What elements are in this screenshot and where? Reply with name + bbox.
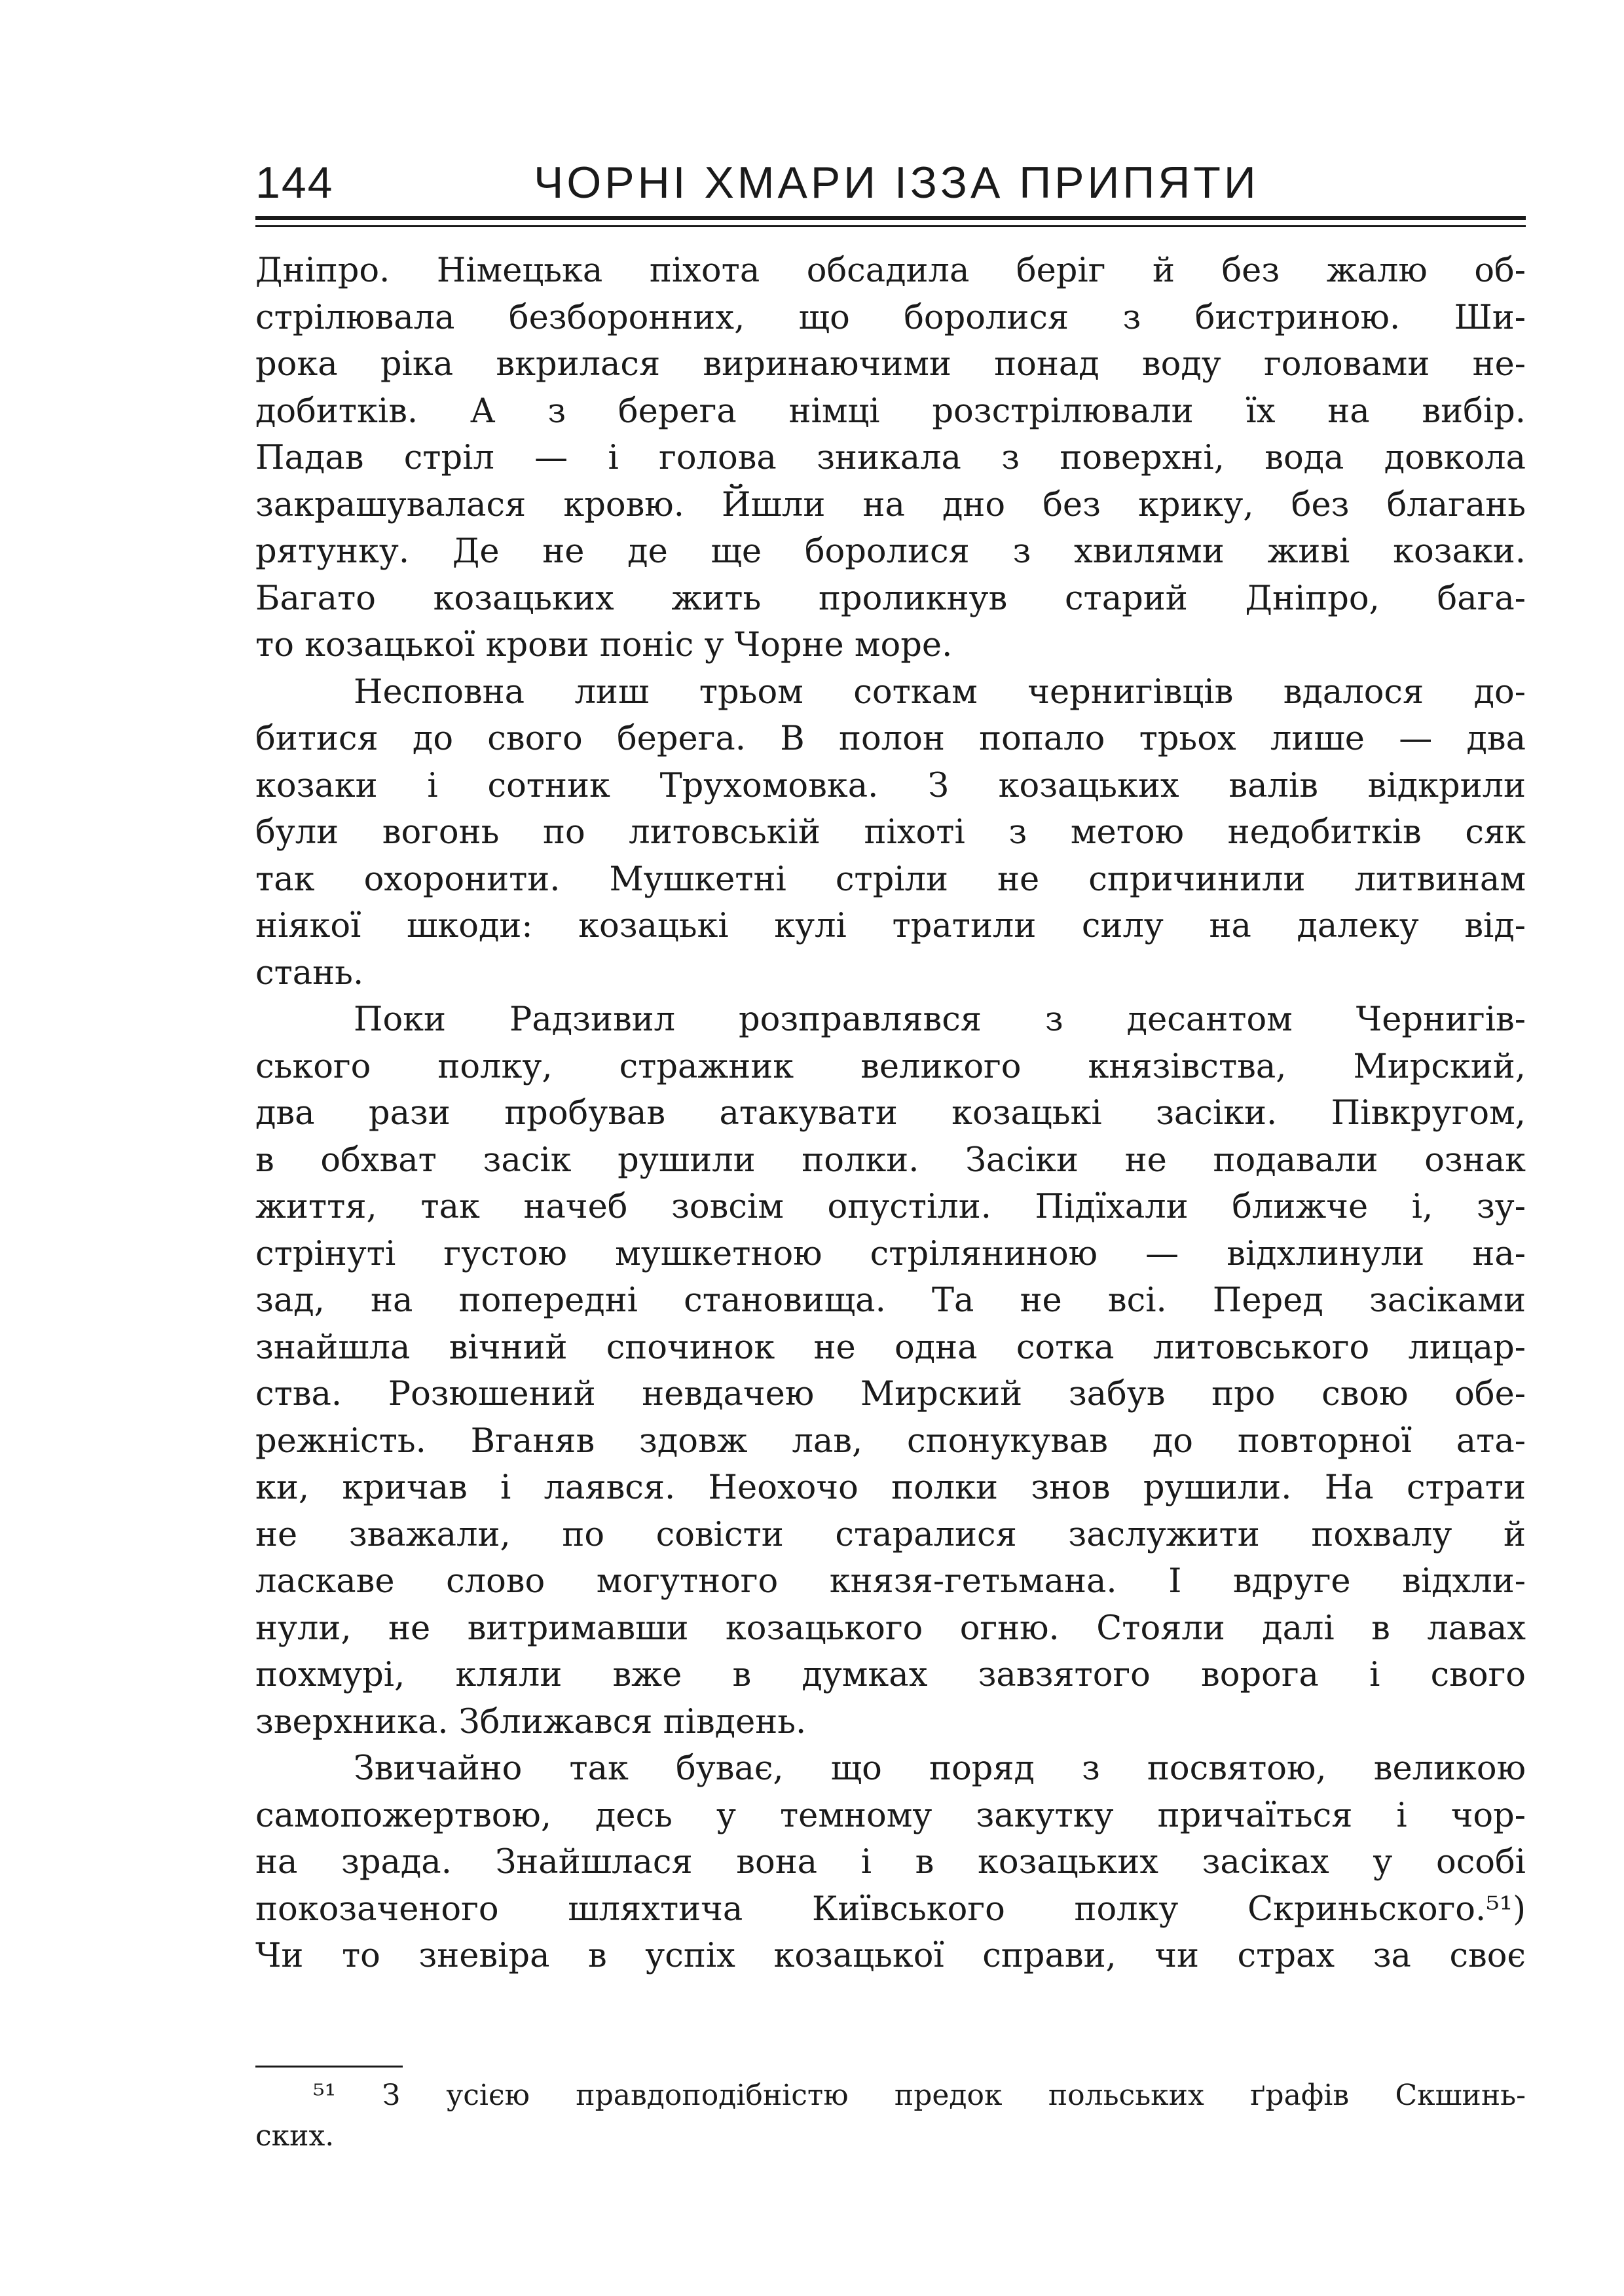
text-line: знайшла вічний спочинок не одна сотка литовського лицар- bbox=[255, 1328, 1526, 1367]
text-line: ського полку, стражник великого князівства, Мирский, bbox=[255, 1047, 1526, 1086]
text-line: закрашувалася кровю. Йшли на дно без крику, без благань bbox=[255, 485, 1526, 524]
text-line: Звичайно так буває, що поряд з посвятою, великою bbox=[354, 1749, 1526, 1788]
text-line: режність. Вганяв здовж лав, спонукував до повторної ата- bbox=[255, 1421, 1526, 1461]
text-line: стань. bbox=[255, 953, 364, 993]
header-rule-thick bbox=[255, 216, 1526, 220]
page-number: 144 bbox=[255, 158, 334, 208]
text-line: добитків. А з берега німці розстрілювали їх на вибір. bbox=[255, 392, 1526, 431]
text-line: стрілювала безборонних, що боролися з бистриною. Ши- bbox=[255, 298, 1526, 337]
footnotes bbox=[255, 2075, 1526, 2157]
text-line: зверхника. Зближався південь. bbox=[255, 1702, 807, 1741]
text-line: ніякої шкоди: козацькі кулі тратили силу на далеку від- bbox=[255, 907, 1526, 945]
text-line: Несповна лиш трьом соткам чернигівців вдалося до- bbox=[354, 672, 1526, 712]
text-line: зад, на попередні становища. Та не всі. Перед засіками bbox=[255, 1281, 1526, 1320]
text-line: покозаченого шляхтича Київського полку Скриньского.⁵¹) bbox=[255, 1889, 1526, 1929]
text-line: ки, кричав і лаявся. Неохочо полки знов рушили. На страти bbox=[255, 1468, 1526, 1507]
text-line: нули, не витримавши козацького огню. Стояли далі в лавах bbox=[255, 1609, 1526, 1648]
text-line: ласкаве слово могутного князя-гетьмана. І вдруге відхли- bbox=[255, 1562, 1526, 1601]
text-line: в обхват засік рушили полки. Засіки не подавали ознак bbox=[255, 1140, 1526, 1180]
text-line: Багато козацьких жить проликнув старий Дніпро, бага- bbox=[255, 579, 1526, 618]
text-line: стрінуті густою мушкетною стріляниною — відхлинули на- bbox=[255, 1234, 1526, 1273]
text-line: рятунку. Де не де ще боролися з хвилями живі козаки. bbox=[255, 532, 1526, 571]
text-line: козаки і сотник Трухомовка. З козацьких валів відкрили bbox=[255, 766, 1526, 805]
text-line: Чи то зневіра в успіх козацької справи, чи страх за своє bbox=[255, 1937, 1526, 1975]
footnote-line: ⁵¹ З усією правдоподібністю предок польських ґрафів Скшинь- bbox=[313, 2079, 1526, 2112]
text-line: то козацької крови поніс у Чорне море. bbox=[255, 626, 953, 665]
text-line: на зрада. Знайшлася вона і в козацьких засіках у особі bbox=[255, 1843, 1526, 1882]
text-line: ства. Розюшений невдачею Мирский забув про свою обе- bbox=[255, 1375, 1526, 1413]
page-header bbox=[255, 157, 1526, 216]
text-line: рока ріка вкрилася виринаючими понад воду головами не- bbox=[255, 345, 1526, 384]
footnote-line: ских. bbox=[255, 2119, 335, 2153]
text-line: були вогонь по литовській піхоті з метою недобитків сяк bbox=[255, 813, 1526, 852]
running-title: ЧОРНІ ХМАРИ ІЗЗА ПРИПЯТИ bbox=[534, 158, 1259, 208]
text-line: Поки Радзивил розправлявся з десантом Чернигів- bbox=[354, 1000, 1526, 1039]
footnote-rule bbox=[255, 2066, 403, 2068]
text-line: Дніпро. Німецька піхота обсадила беріг й без жалю об- bbox=[255, 251, 1526, 290]
header-rule-thin bbox=[255, 225, 1526, 227]
text-line: два рази пробував атакувати козацькі засіки. Півкругом, bbox=[255, 1094, 1526, 1133]
text-line: не зважали, по совісти старалися заслужити похвалу й bbox=[255, 1515, 1526, 1554]
text-line: Падав стріл — і голова зникала з поверхні, вода довкола bbox=[255, 439, 1526, 477]
text-line: самопожертвою, десь у темному закутку причаїться і чор- bbox=[255, 1796, 1526, 1835]
text-line: життя, так начеб зовсім опустіли. Підїхали ближче і, зу- bbox=[255, 1188, 1526, 1226]
text-line: похмурі, кляли вже в думках завзятого ворога і свого bbox=[255, 1656, 1526, 1694]
text-line: так охоронити. Мушкетні стріли не спричинили литвинам bbox=[255, 860, 1526, 899]
text-line: битися до свого берега. В полон попало трьох лише — два bbox=[255, 720, 1526, 758]
body-text bbox=[255, 247, 1526, 1980]
